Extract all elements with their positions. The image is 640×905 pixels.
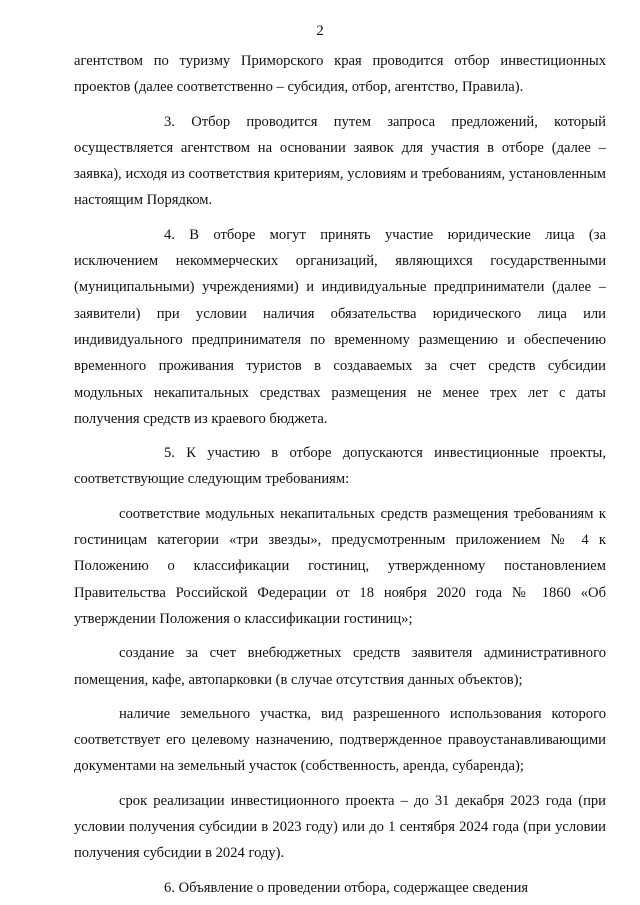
paragraph-text: срок реализации инвестиционного проекта – до 31 декабря 2023 года (при условии получения субсидии в 2023 году) или до 1 сентября 2024 года (при условии получения субсидии в 2024 году). [74, 792, 606, 862]
paragraph-number: 6. [164, 879, 175, 896]
paragraph-text: Отбор проводится путем запроса предложений, который осуществляется агентством на основании заявок для участия в отборе (далее – заявка), исходя из соответствия критериям, условиям и требованиям, установленным настоящим Порядком. [74, 113, 606, 209]
paragraph-number: 3. [164, 113, 175, 130]
paragraph-5 [74, 440, 606, 493]
requirement-item [74, 788, 606, 867]
requirement-item [74, 501, 606, 632]
paragraph-text: соответствие модульных некапитальных средств размещения требованиям к гостиницам категории «три звезды», предусмотренным приложением № 4 к Положению о классификации гостиниц, утвержденному постановлением Правительства Российской Федерации от 18 ноября 2020 года № 1860 «Об утверждении Положения о классификации гостиниц»; [74, 505, 606, 627]
paragraph-text: наличие земельного участка, вид разрешенного использования которого соответствует его целевому назначению, подтвержденное правоустанавливающими документами на земельный участок (собственность, аренда, субаренда); [74, 705, 606, 775]
document-body [74, 48, 606, 901]
paragraph-text: К участию в отборе допускаются инвестиционные проекты, соответствующие следующим требованиям: [74, 445, 606, 488]
paragraph-number: 5. [164, 445, 175, 462]
paragraph-3 [74, 109, 606, 214]
paragraph-text: В отборе могут принять участие юридические лица (за исключением некоммерческих организаций, являющихся государственными (муниципальными) учреждениями) и индивидуальные предприниматели (далее – заявители) при условии наличия обязательства юридического лица или индивидуального предпринимателя по временному размещению и обеспечению временного проживания туристов в создаваемых за счет средств субсидии модульных некапитальных средствах размещения не менее трех лет с даты получения средств из краевого бюджета. [74, 226, 607, 427]
paragraph-number: 4. [164, 226, 175, 243]
page-number: 2 [316, 23, 324, 39]
requirement-item [74, 701, 606, 780]
paragraph-continuation [74, 48, 606, 101]
paragraph-text: агентством по туризму Приморского края проводится отбор инвестиционных проектов (далее соответственно – субсидия, отбор, агентство, Правила). [74, 53, 606, 96]
paragraph-text: создание за счет внебюджетных средств заявителя административного помещения, кафе, автопарковки (в случае отсутствия данных объектов); [74, 645, 606, 688]
requirement-item [74, 640, 606, 693]
paragraph-4 [74, 222, 606, 432]
paragraph-text: Объявление о проведении отбора, содержащее сведения [178, 879, 529, 896]
paragraph-6 [74, 875, 606, 901]
